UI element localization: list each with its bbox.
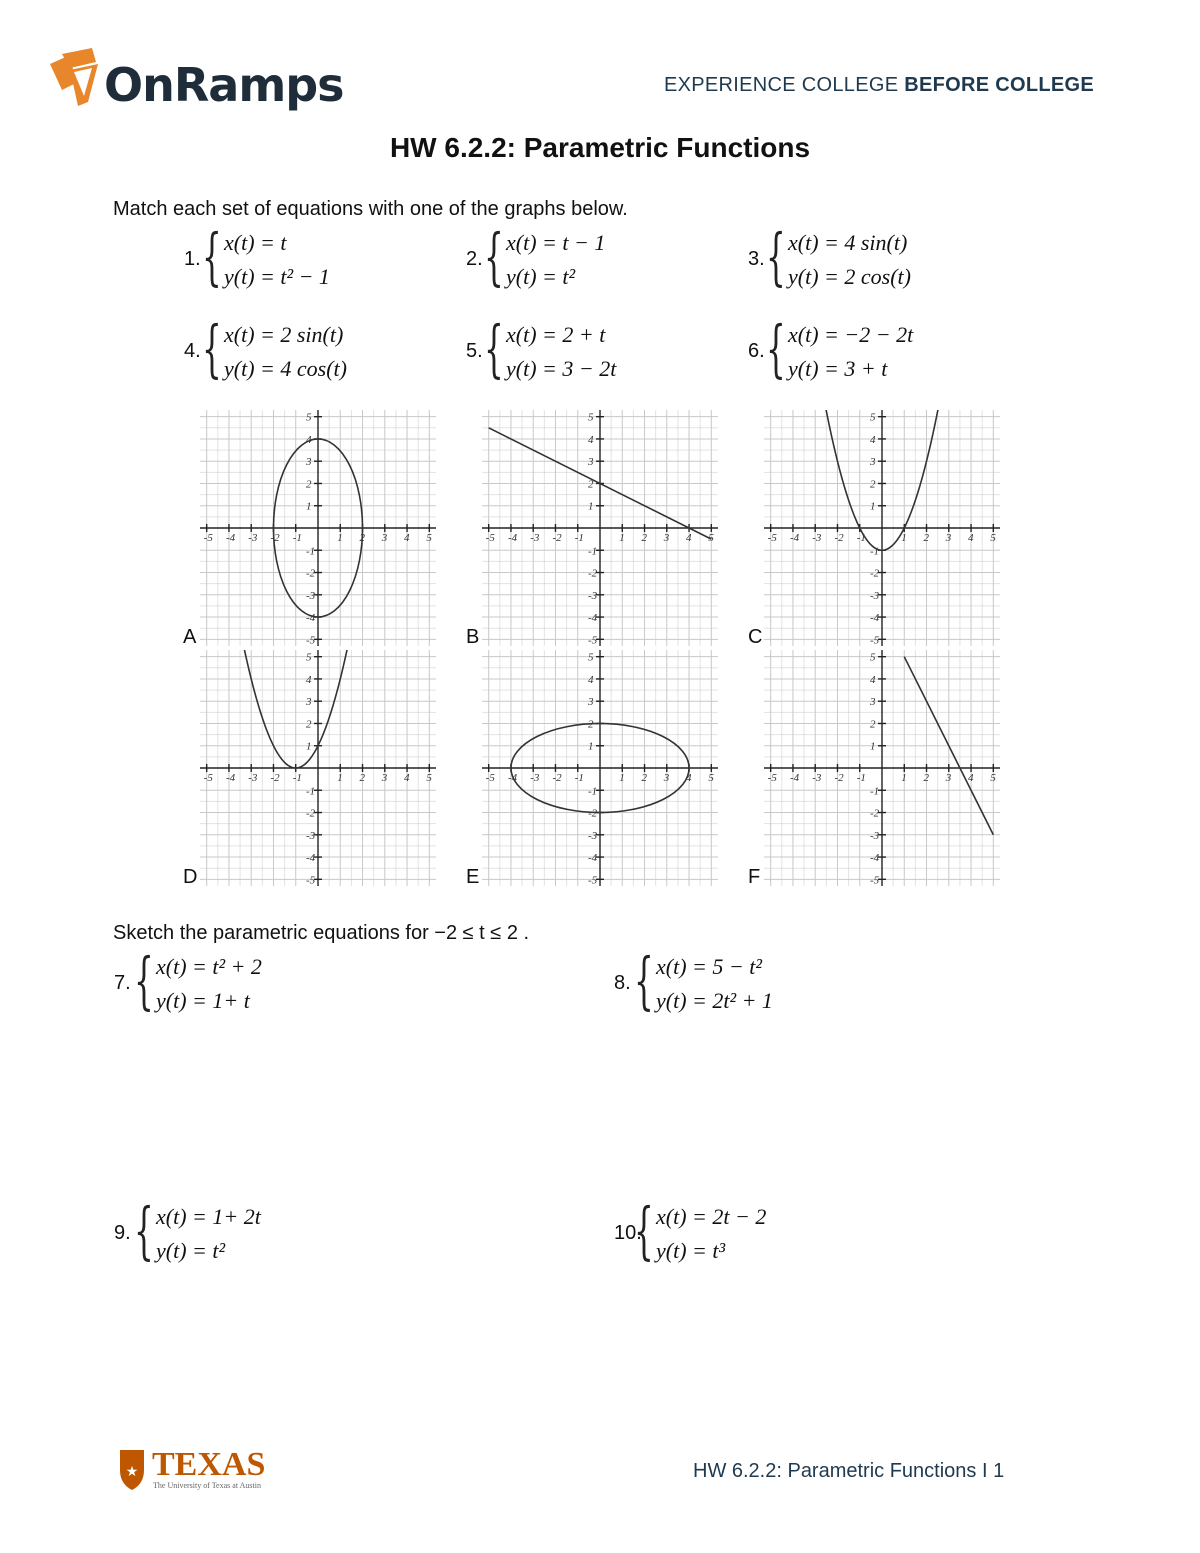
y-tick-label: -5 <box>870 874 880 886</box>
x-tick-label: 1 <box>337 532 343 544</box>
problem-number: 5. <box>466 340 483 362</box>
problem-number: 3. <box>748 248 765 270</box>
y-tick-label: 1 <box>306 500 312 513</box>
graph-label: E <box>466 866 480 888</box>
x-tick-label: -2 <box>834 772 844 784</box>
problem-number: 10. <box>614 1222 642 1244</box>
problem-number: 2. <box>466 248 483 270</box>
y-tick-label: -3 <box>306 829 316 842</box>
x-tick-label: -4 <box>507 772 518 784</box>
graph-b <box>482 410 718 646</box>
x-tick-label: 4 <box>686 772 692 784</box>
y-tick-label: -2 <box>306 567 316 580</box>
graph-label: D <box>183 866 198 888</box>
y-tick-label: 3 <box>588 696 594 709</box>
y-tick-label: 4 <box>588 673 594 686</box>
brace: { <box>134 1194 154 1267</box>
y-tick-label: 5 <box>870 651 876 664</box>
x-tick-label: 3 <box>945 772 952 784</box>
equation-y: y(t) = 2t² + 1 <box>656 988 773 1013</box>
x-tick-label: 3 <box>381 532 388 544</box>
x-tick-label: -3 <box>248 532 258 544</box>
x-tick-label: 3 <box>663 532 670 544</box>
x-tick-label: 5 <box>426 532 432 544</box>
brace: { <box>134 944 154 1017</box>
x-tick-label: -2 <box>552 772 562 784</box>
graph-label: F <box>748 866 761 888</box>
equation-y: y(t) = 1+ t <box>156 988 250 1013</box>
x-tick-label: -2 <box>270 532 280 544</box>
equation-x: x(t) = 4 sin(t) <box>788 230 908 255</box>
problem-number: 7. <box>114 972 131 994</box>
page-title: HW 6.2.2: Parametric Functions <box>389 132 811 163</box>
y-tick-label: -4 <box>588 852 598 865</box>
brace: { <box>484 312 504 385</box>
y-tick-label: -4 <box>588 612 598 625</box>
x-tick-label: 2 <box>923 532 930 544</box>
onramps-mark-icon <box>48 46 108 112</box>
x-tick-label: 3 <box>381 772 388 784</box>
y-tick-label: 1 <box>870 500 876 513</box>
brace: { <box>634 944 654 1017</box>
x-tick-label: -3 <box>530 532 540 544</box>
equation-x: x(t) = t − 1 <box>506 230 606 255</box>
x-tick-label: 5 <box>708 772 714 784</box>
sketch-instructions: Sketch the parametric equations for −2 ≤ t ≤ 2 . <box>113 922 530 944</box>
x-tick-label: 5 <box>426 772 432 784</box>
x-tick-label: 2 <box>641 532 648 544</box>
y-tick-label: -1 <box>870 545 880 558</box>
equation-y: y(t) = 3 − 2t <box>506 356 617 381</box>
graph-label: B <box>466 626 480 648</box>
equation-y: y(t) = t² <box>156 1238 226 1263</box>
graph-label: C <box>748 626 763 648</box>
match-instructions: Match each set of equations with one of the graphs below. <box>113 198 628 220</box>
x-tick-label: -4 <box>225 772 236 784</box>
equation-y: y(t) = t² <box>506 264 576 289</box>
x-tick-label: -1 <box>856 532 866 544</box>
y-tick-label: 5 <box>306 411 312 424</box>
y-tick-label: -1 <box>870 785 880 798</box>
equation-x: x(t) = t <box>224 230 287 255</box>
x-tick-label: 3 <box>945 532 952 544</box>
x-tick-label: 5 <box>990 532 996 544</box>
x-tick-label: 2 <box>923 772 930 784</box>
y-tick-label: -5 <box>588 874 598 886</box>
y-tick-label: -2 <box>306 807 316 820</box>
x-tick-label: -2 <box>834 532 844 544</box>
svg-text:★: ★ <box>125 1464 139 1480</box>
equation-x: x(t) = t² + 2 <box>156 954 262 979</box>
x-tick-label: -1 <box>574 772 584 784</box>
x-tick-label: 1 <box>619 772 625 784</box>
y-tick-label: 4 <box>588 433 594 446</box>
y-tick-label: 3 <box>870 456 876 469</box>
y-tick-label: 1 <box>588 740 594 753</box>
tagline <box>664 74 1094 97</box>
x-tick-label: -5 <box>203 532 213 544</box>
x-tick-label: 5 <box>990 772 996 784</box>
tagline-bold: BEFORE COLLEGE <box>904 74 1095 96</box>
graph-label: A <box>183 626 197 648</box>
y-tick-label: 5 <box>588 411 594 424</box>
problem-number: 9. <box>114 1222 131 1244</box>
y-tick-label: 5 <box>588 651 594 664</box>
y-tick-label: 5 <box>306 651 312 664</box>
x-tick-label: -4 <box>225 532 236 544</box>
y-tick-label: 4 <box>870 433 876 446</box>
y-tick-label: -5 <box>870 634 880 646</box>
y-tick-label: 2 <box>306 478 312 491</box>
x-tick-label: 1 <box>337 772 343 784</box>
x-tick-label: -4 <box>789 532 800 544</box>
x-tick-label: 4 <box>404 532 410 544</box>
y-tick-label: 4 <box>306 433 312 446</box>
graph-e <box>482 650 718 886</box>
equation-x: x(t) = 2 sin(t) <box>224 322 344 347</box>
y-tick-label: 4 <box>870 673 876 686</box>
tagline-regular: EXPERIENCE COLLEGE <box>664 74 905 96</box>
y-tick-label: -2 <box>870 567 880 580</box>
texas-subtitle: The University of Texas at Austin <box>153 1481 261 1490</box>
x-tick-label: -1 <box>574 532 584 544</box>
brace: { <box>634 1194 654 1267</box>
y-tick-label: 1 <box>306 740 312 753</box>
y-tick-label: -2 <box>588 567 598 580</box>
y-tick-label: 4 <box>306 673 312 686</box>
x-tick-label: 1 <box>901 532 907 544</box>
x-tick-label: -2 <box>552 532 562 544</box>
y-tick-label: -4 <box>306 852 316 865</box>
y-tick-label: -1 <box>306 545 316 558</box>
problem-number: 8. <box>614 972 631 994</box>
equation-x: x(t) = 2 + t <box>506 322 606 347</box>
x-tick-label: 5 <box>708 532 714 544</box>
x-tick-label: -2 <box>270 772 280 784</box>
y-tick-label: 2 <box>870 718 876 731</box>
x-tick-label: 4 <box>968 772 974 784</box>
x-tick-label: -4 <box>507 532 518 544</box>
problem-number: 4. <box>184 340 201 362</box>
y-tick-label: 1 <box>870 740 876 753</box>
x-tick-label: -3 <box>530 772 540 784</box>
y-tick-label: 2 <box>306 718 312 731</box>
y-tick-label: -3 <box>870 589 880 602</box>
x-tick-label: 4 <box>968 532 974 544</box>
brace: { <box>202 312 222 385</box>
x-tick-label: 4 <box>686 532 692 544</box>
equation-x: x(t) = 5 − t² <box>656 954 762 979</box>
x-tick-label: 3 <box>663 772 670 784</box>
equation-y: y(t) = 2 cos(t) <box>788 264 911 289</box>
x-tick-label: 2 <box>359 772 366 784</box>
y-tick-label: -4 <box>306 612 316 625</box>
problem-number: 1. <box>184 248 201 270</box>
x-tick-label: -1 <box>292 532 302 544</box>
x-tick-label: -5 <box>485 772 495 784</box>
x-tick-label: -5 <box>203 772 213 784</box>
brace: { <box>202 220 222 293</box>
equation-y: y(t) = t³ <box>656 1238 726 1263</box>
y-tick-label: -1 <box>588 785 598 798</box>
y-tick-label: -5 <box>306 634 316 646</box>
y-tick-label: 3 <box>306 456 312 469</box>
equation-x: x(t) = 1+ 2t <box>156 1204 261 1229</box>
x-tick-label: 4 <box>404 772 410 784</box>
equation-x: x(t) = 2t − 2 <box>656 1204 767 1229</box>
y-tick-label: -3 <box>306 589 316 602</box>
y-tick-label: -2 <box>870 807 880 820</box>
x-tick-label: -3 <box>812 532 822 544</box>
graph-c <box>764 410 1000 646</box>
x-tick-label: 2 <box>359 532 366 544</box>
problem-number: 6. <box>748 340 765 362</box>
graph-d <box>200 650 436 886</box>
brace: { <box>766 220 786 293</box>
y-tick-label: 3 <box>870 696 876 709</box>
y-tick-label: -3 <box>588 829 598 842</box>
equation-y: y(t) = 3 + t <box>788 356 888 381</box>
equation-y: y(t) = t² − 1 <box>224 264 330 289</box>
y-tick-label: 1 <box>588 500 594 513</box>
y-tick-label: -5 <box>306 874 316 886</box>
x-tick-label: -5 <box>767 532 777 544</box>
y-tick-label: 2 <box>588 718 594 731</box>
y-tick-label: -4 <box>870 852 880 865</box>
y-tick-label: 5 <box>870 411 876 424</box>
x-tick-label: -1 <box>856 772 866 784</box>
y-tick-label: 2 <box>870 478 876 491</box>
y-tick-label: -3 <box>588 589 598 602</box>
x-tick-label: -5 <box>485 532 495 544</box>
y-tick-label: -1 <box>588 545 598 558</box>
x-tick-label: 1 <box>901 772 907 784</box>
x-tick-label: -5 <box>767 772 777 784</box>
equation-x: x(t) = −2 − 2t <box>788 322 914 347</box>
brace: { <box>766 312 786 385</box>
graph-a <box>200 410 436 646</box>
equation-y: y(t) = 4 cos(t) <box>224 356 347 381</box>
y-tick-label: 2 <box>588 478 594 491</box>
x-tick-label: 2 <box>641 772 648 784</box>
y-tick-label: -3 <box>870 829 880 842</box>
x-tick-label: 1 <box>619 532 625 544</box>
x-tick-label: -3 <box>812 772 822 784</box>
page-footer-label: HW 6.2.2: Parametric Functions I 1 <box>693 1460 1005 1482</box>
texas-wordmark: TEXAS <box>152 1446 266 1483</box>
x-tick-label: -1 <box>292 772 302 784</box>
y-tick-label: 3 <box>588 456 594 469</box>
y-tick-label: -2 <box>588 807 598 820</box>
y-tick-label: -4 <box>870 612 880 625</box>
y-tick-label: -1 <box>306 785 316 798</box>
brace: { <box>484 220 504 293</box>
y-tick-label: -5 <box>588 634 598 646</box>
onramps-logo-text: OnRamps <box>104 58 344 112</box>
x-tick-label: -4 <box>789 772 800 784</box>
y-tick-label: 3 <box>306 696 312 709</box>
graph-f <box>764 650 1000 886</box>
x-tick-label: -3 <box>248 772 258 784</box>
